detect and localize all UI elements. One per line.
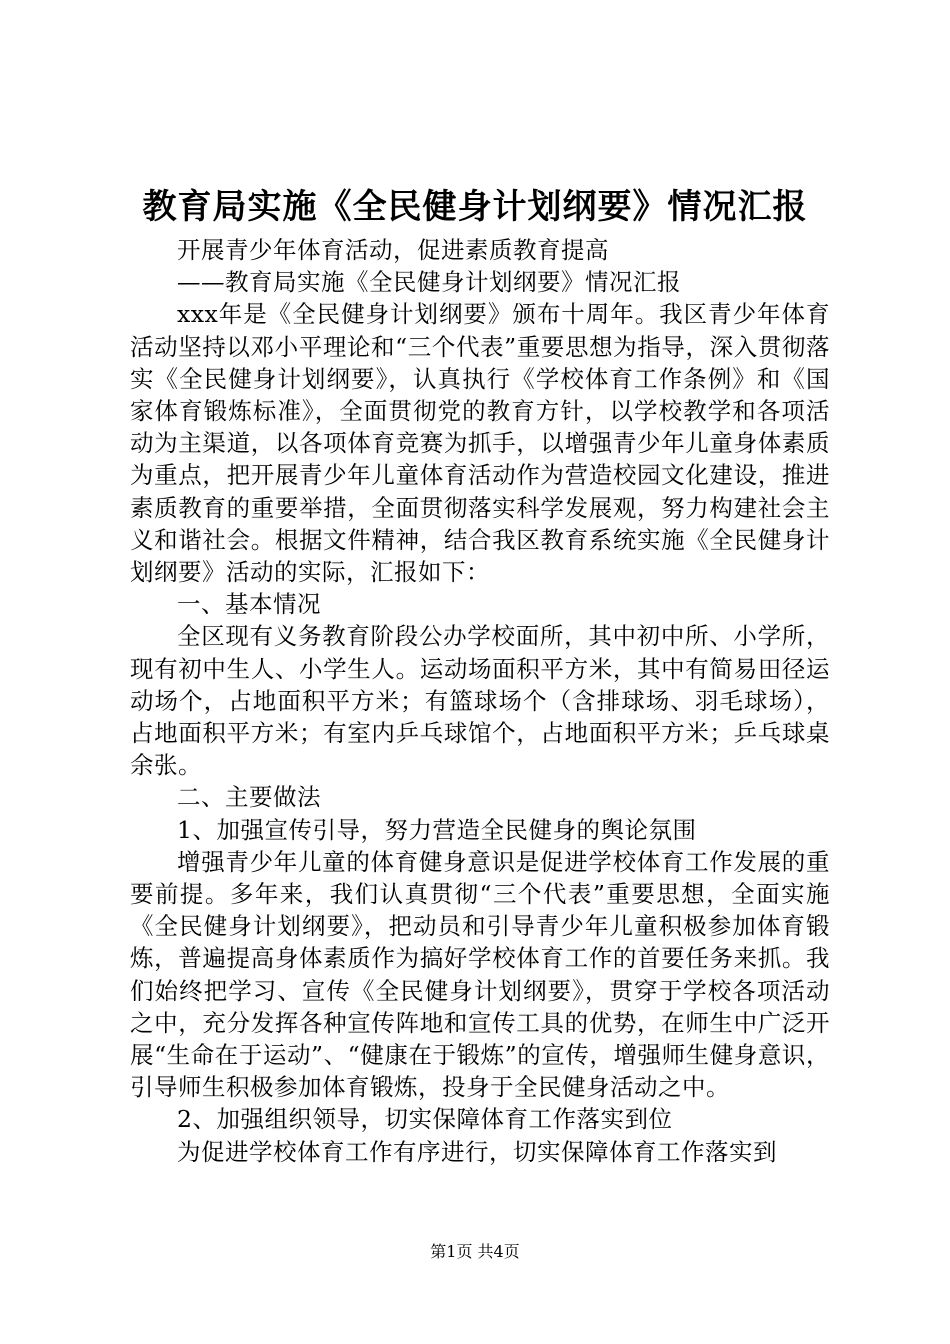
basic-situation-paragraph: 全区现有义务教育阶段公办学校面所，其中初中所、小学所，现有初中生人、小学生人。运动场面积平方米，其中有简易田径运动场个，占地面积平方米；有篮球场个（含排球场、羽毛球场），占地面积平方米；有室内乒乓球馆个，占地面积平方米；乒乓球桌余张。 [130, 622, 830, 780]
publicity-paragraph: 增强青少年儿童的体育健身意识是促进学校体育工作发展的重要前提。多年来，我们认真贯彻“三个代表”重要思想，全面实施《全民健身计划纲要》，把动员和引导青少年儿童积极参加体育锻炼，普遍提高身体素质作为搞好学校体育工作的首要任务来抓。我们始终把学习、宣传《全民健身计划纲要》，贯穿于学校各项活动之中，充分发挥各种宣传阵地和宣传工具的优势，在师生中广泛开展“生命在于运动”、“健康在于锻炼”的宣传，增强师生健身意识，引导师生积极参加体育锻炼，投身于全民健身活动之中。 [130, 847, 830, 1102]
section-heading-basic: 一、基本情况 [177, 590, 321, 619]
intro-paragraph: xxx年是《全民健身计划纲要》颁布十周年。我区青少年体育活动坚持以邓小平理论和“三个代表”重要思想为指导，深入贯彻落实《全民健身计划纲要》，认真执行《学校体育工作条例》和《国家体育锻炼标准》，全面贯彻党的教育方针，以学校教学和各项活动为主渠道，以各项体育竞赛为抓手，以增强青少年儿童身体素质为重点，把开展青少年儿童体育活动作为营造校园文化建设，推进素质教育的重要举措，全面贯彻落实科学发展观，努力构建社会主义和谐社会。根据文件精神，结合我区教育系统实施《全民健身计划纲要》活动的实际，汇报如下： [130, 300, 830, 587]
page-number-footer: 第1页 共4页 [430, 1242, 520, 1261]
document-body [130, 234, 830, 1168]
leadership-paragraph: 为促进学校体育工作有序进行，切实保障体育工作落实到 [177, 1137, 777, 1166]
document-title: 教育局实施《全民健身计划纲要》情况汇报 [142, 187, 808, 227]
subheading-publicity: 1、加强宣传引导，努力营造全民健身的舆论氛围 [177, 815, 697, 844]
subtitle-line: 开展青少年体育活动，促进素质教育提高 [177, 236, 609, 264]
section-heading-practices: 二、主要做法 [177, 783, 321, 812]
subtitle-dash-line: ——教育局实施《全民健身计划纲要》情况汇报 [177, 268, 681, 297]
subheading-leadership: 2、加强组织领导，切实保障体育工作落实到位 [177, 1105, 673, 1134]
